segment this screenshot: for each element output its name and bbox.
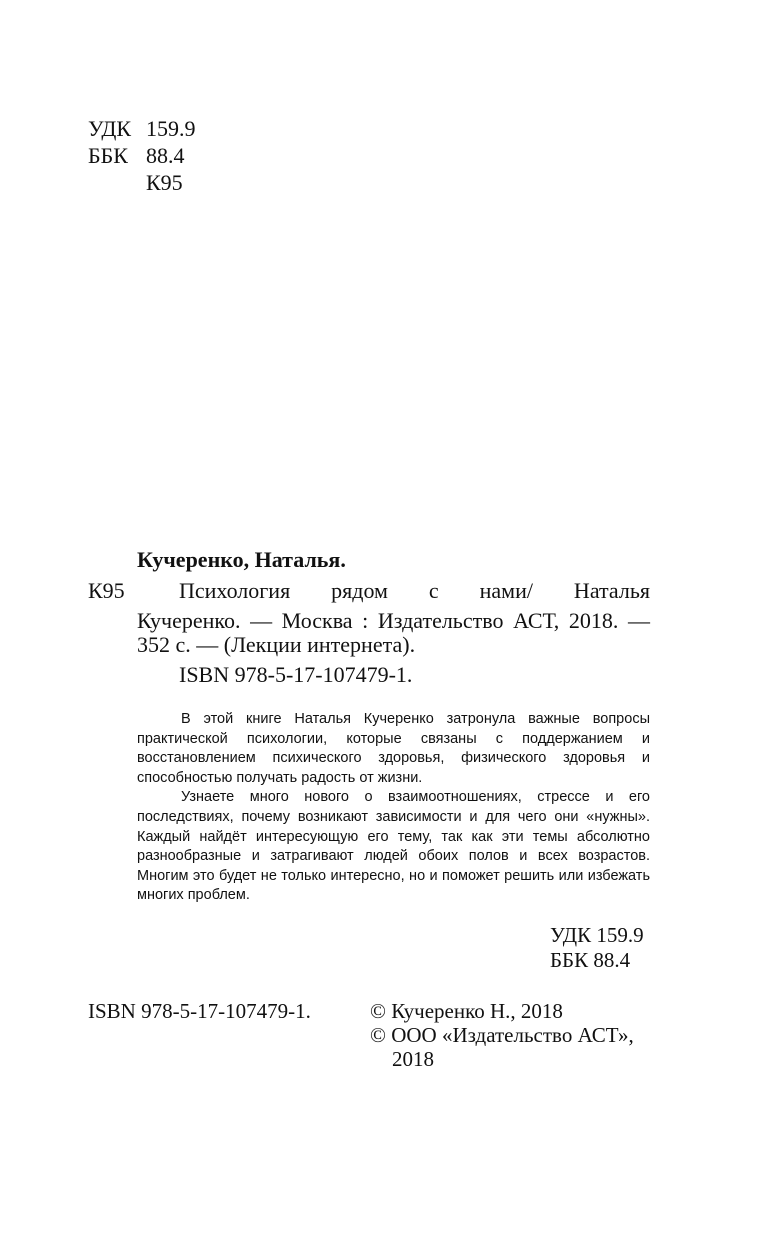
annotation-paragraph-2: Узнаете много нового о взаимоотношениях, стрессе и его последствиях, почему возникают зависимости и для чего они «нужны». Каждый найдёт интересующую его тему, так как эти темы абсолютно разнообразные и затрагивают людей обоих полов и всех возрастов. Многим это будет не только интересно, но и поможет решить или избежать многих проблем.: [137, 789, 650, 904]
footer-isbn: ISBN 978-5-17-107479-1.: [88, 999, 311, 1023]
author-mark-top: К95: [146, 170, 183, 195]
record-pages-line: 352 с. — (Лекции интернета).: [137, 632, 416, 657]
copyright-publisher-year: 2018: [392, 1047, 434, 1071]
bbk-top-label: ББК: [88, 143, 128, 168]
copyright-author: © Кучеренко Н., 2018: [370, 999, 563, 1023]
udk-bottom: УДК 159.9: [550, 923, 644, 947]
record-title-line: Психология рядом с нами/ Наталья: [179, 578, 650, 603]
udk-top: [88, 116, 196, 142]
bbk-bottom: ББК 88.4: [550, 948, 631, 972]
annotation: [137, 710, 650, 906]
record-isbn: ISBN 978-5-17-107479-1.: [179, 662, 413, 687]
bbk-top-value: 88.4: [146, 143, 185, 168]
copyright-publisher: © ООО «Издательство АСТ»,: [370, 1023, 634, 1047]
udk-top-label: УДК: [88, 116, 132, 141]
author-mark-record: К95: [88, 578, 125, 603]
record-publisher-line: Кучеренко. — Москва : Издательство АСТ, 2018. —: [137, 608, 650, 633]
udk-top-value: 159.9: [146, 116, 196, 141]
annotation-paragraph-1: В этой книге Наталья Кучеренко затронула важные вопросы практической психологии, которые связаны с поддержанием и восстановлением психического здоровья, физического здоровья и способностью получать радость от жизни.: [137, 711, 650, 786]
bbk-top: [88, 143, 185, 169]
author-heading: Кучеренко, Наталья.: [137, 547, 346, 572]
